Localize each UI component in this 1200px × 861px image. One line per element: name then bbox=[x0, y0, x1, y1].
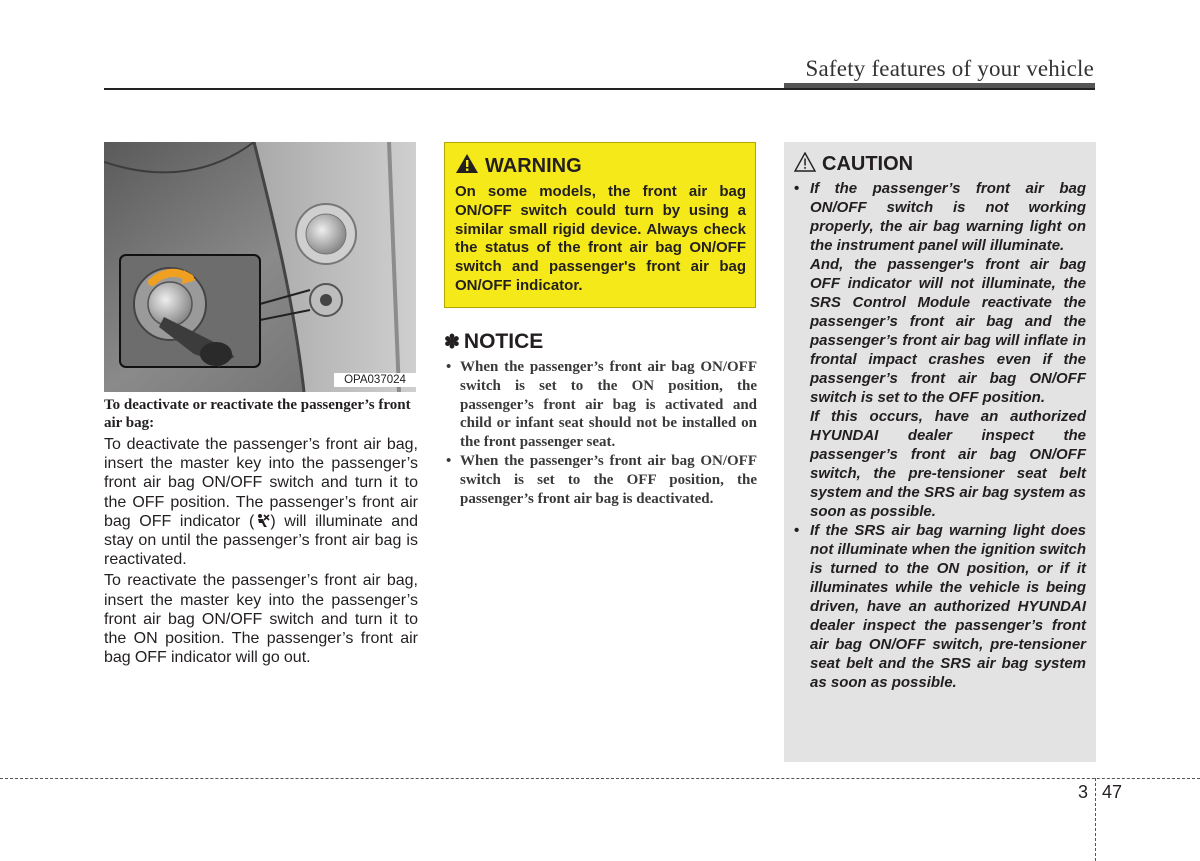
paragraph1-text-start: To deactivate the passenger’s front air bag, insert the master key into the passenger’s front air bag ON/OFF switch and turn it to the OFF position. The passenger’s front air bag OFF indicator ( bbox=[104, 436, 418, 530]
caution-paragraph: And, the passenger's front air bag OFF indicator will not illuminate, the SRS Control Module reactivate the passenger’s front air bag and the passenger’s front air bag will inflate in frontal impact crashes even if the passenger’s front air bag ON/OFF switch is set to the OFF position. bbox=[810, 256, 1086, 406]
caution-triangle-icon bbox=[794, 152, 816, 177]
deactivate-subheading: To deactivate or reactivate the passenger’s front air bag: bbox=[104, 397, 411, 431]
caution-item bbox=[794, 521, 1086, 692]
warning-box bbox=[444, 142, 756, 308]
footer-vertical-divider bbox=[1095, 778, 1096, 861]
caution-paragraph: • If the SRS air bag warning light does not illuminate when the ignition switch is turned to the ON position, or if it illuminates while the vehicle is being driven, have an authorized HYUNDAI dealer inspect the passenger’s front air bag ON/OFF switch, pre-tensioner seat belt and the SRS air bag system as soon as possible. bbox=[810, 522, 1086, 691]
caution-box bbox=[784, 142, 1096, 762]
header-rule bbox=[104, 88, 1095, 90]
caution-header bbox=[794, 152, 1086, 177]
left-column bbox=[104, 396, 418, 669]
caution-item bbox=[794, 179, 1086, 521]
airbag-off-indicator-icon bbox=[254, 513, 270, 529]
notice-star-icon: ✽ bbox=[444, 331, 460, 353]
deactivate-paragraph bbox=[104, 435, 418, 569]
notice-item: • When the passenger’s front air bag ON/OFF switch is set to the ON position, the passenger’s front air bag is activated and child or infant seat should not be installed on the front passenger seat. bbox=[444, 358, 757, 452]
caution-title: CAUTION bbox=[822, 153, 914, 175]
chapter-number: 3 bbox=[1078, 782, 1089, 802]
section-title: Safety features of your vehicle bbox=[805, 56, 1094, 81]
airbag-switch-figure bbox=[104, 142, 416, 392]
warning-triangle-icon bbox=[455, 153, 479, 179]
warning-header bbox=[455, 153, 746, 179]
warning-title: WARNING bbox=[485, 154, 582, 177]
airbag-switch-illustration bbox=[104, 142, 416, 392]
notice-item: • When the passenger’s front air bag ON/OFF switch is set to the OFF position, the passenger’s front air bag is deactivated. bbox=[444, 452, 757, 508]
page-number: 47 bbox=[1102, 782, 1123, 802]
reactivate-paragraph: To reactivate the passenger’s front air bag, insert the master key into the passenger’s front air bag ON/OFF switch and turn it to the ON position. The passenger’s front air bag OFF indicator will go out. bbox=[104, 572, 418, 667]
notice-section bbox=[444, 330, 757, 508]
notice-header bbox=[444, 330, 757, 354]
caution-paragraph: • If the passenger’s front air bag ON/OFF switch is not working properly, the air bag warning light on the instrument panel will illuminate. bbox=[810, 180, 1086, 254]
caution-list bbox=[794, 179, 1086, 692]
caution-paragraph: If this occurs, have an authorized HYUNDAI dealer inspect the passenger’s front air bag ON/OFF switch, the pre-tensioner seat belt system and the SRS air bag system as soon as possible. bbox=[810, 408, 1086, 520]
footer-dashed-rule bbox=[0, 778, 1200, 779]
warning-body: On some models, the front air bag ON/OFF switch could turn by using a similar small rigid device. Always check the status of the front air bag ON/OFF switch and passenger's front air bag ON/OFF indicator. bbox=[455, 183, 746, 294]
notice-list bbox=[444, 358, 757, 508]
paragraph1-text-end: ) will illuminate and stay on until the passenger’s front air bag is reactivated. bbox=[104, 512, 418, 569]
image-code-label: OPA037024 bbox=[334, 373, 416, 387]
notice-title: NOTICE bbox=[463, 330, 544, 353]
